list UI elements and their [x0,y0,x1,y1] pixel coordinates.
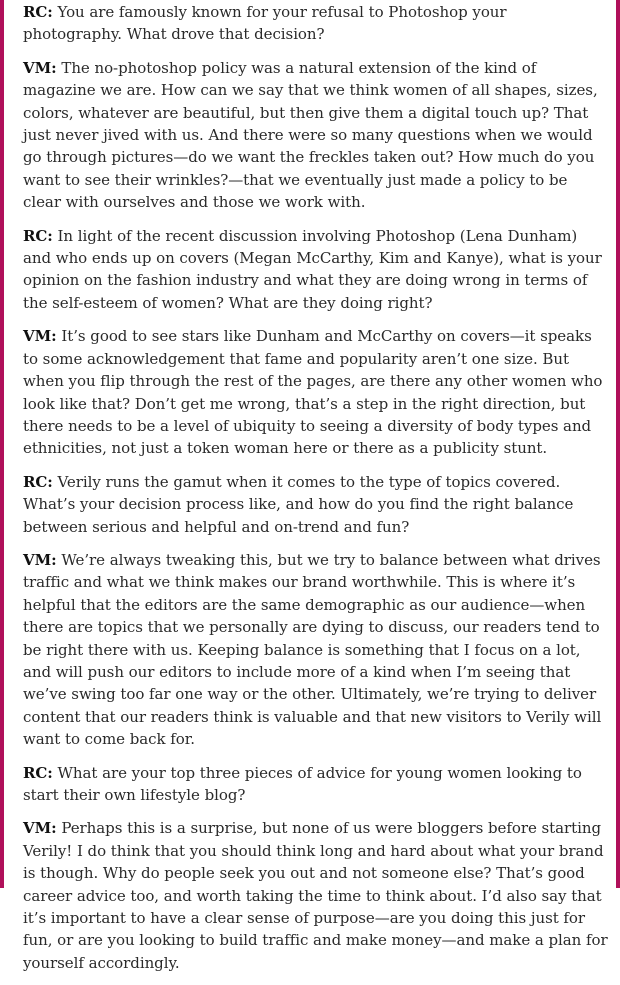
answer-text: It’s good to see stars like Dunham and McCarthy on covers—it speaks to some acknowledgement that fame and popularity aren’t one size. But when you flip through the rest of the pages, are there any other women who look like that? Don’t get me wrong, that’s a step in the right direction, but there needs to be a level of ubiquity to seeing a diversity of body types and ethnicities, not just a token woman here or there as a publicity stunt. [23,327,603,458]
answer-text: Perhaps this is a surprise, but none of us were bloggers before starting Verily! I do think that you should think long and hard about what your brand is though. Why do people seek you out and not someone else? That’s good career advice too, and worth taking the time to think about. I’d also say that it’s important to have a clear sense of purpose—are you doing this just for fun, or are you looking to build traffic and make money—and make a plan for yourself accordingly. [23,819,608,972]
interviewee-label: VM: [23,58,57,77]
interviewee-label: VM: [23,819,57,838]
interviewer-label: RC: [23,3,53,21]
answer-text: The no-photoshop policy was a natural extension of the kind of magazine we are. How can we say that we think women of all shapes, sizes, colors, whatever are beautiful, but then give them a digital touch up? That just never jived with us. And there were so many questions when we would go through pictures—do we want the freckles taken out? How much do you want to see their wrinkles?—that we eventually just made a policy to be clear with ourselves and those we work with. [23,58,598,212]
answer-paragraph [23,325,608,459]
question-text: What are your top three pieces of advice for young women looking to start their own lifestyle blog? [23,763,582,804]
answer-text: We’re always tweaking this, but we try to balance between what drives traffic and what we think makes our brand worthwhile. This is where it’s helpful that the editors are the same demographic as our audience—when there are topics that we personally are dying to discuss, our readers tend to be right there with us. Keeping balance is something that I focus on a lot, and will push our editors to include more of a kind when I’m seeing that we’ve swing too far one way or the other. Ultimately, we’re trying to deliver content that our readers think is valuable and that new visitors to Verily will want to come back for. [23,550,602,749]
interviewer-label: RC: [23,472,53,491]
question-paragraph [23,471,608,538]
interview-article [23,1,608,985]
right-accent-bar [616,0,620,888]
answer-paragraph [23,57,608,214]
interviewer-label: RC: [23,763,53,782]
interviewer-label: RC: [23,226,53,245]
question-paragraph [23,762,608,807]
interviewee-label: VM: [23,550,57,569]
left-accent-bar [0,0,4,888]
answer-paragraph [23,817,608,974]
answer-paragraph [23,549,608,751]
question-text: You are famously known for your refusal to Photoshop your photography. What drove that decision? [23,3,507,44]
interviewee-label: VM: [23,327,57,346]
question-paragraph [23,1,608,46]
question-text: In light of the recent discussion involving Photoshop (Lena Dunham) and who ends up on covers (Megan McCarthy, Kim and Kanye), what is your opinion on the fashion industry and what they are doing wrong in terms of the self-esteem of women? What are they doing right? [23,226,602,312]
question-text: Verily runs the gamut when it comes to the type of topics covered. What’s your decision process like, and how do you find the right balance between serious and helpful and on-trend and fun? [23,472,574,536]
question-paragraph [23,225,608,315]
